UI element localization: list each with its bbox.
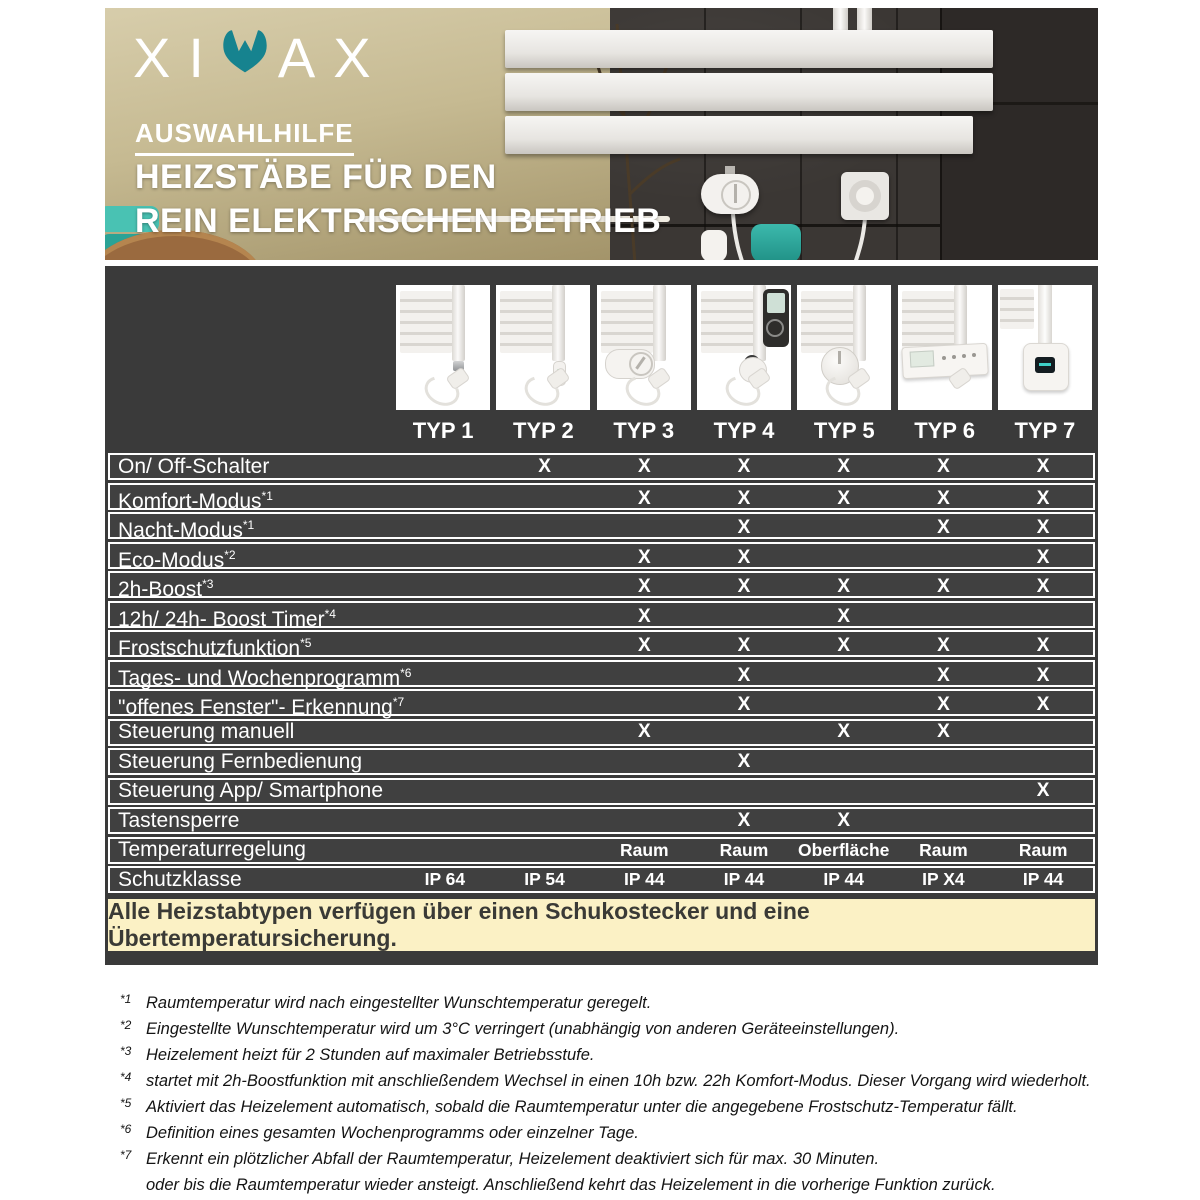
cell-typ6: X [937,635,950,656]
cell-typ4: X [737,664,751,686]
table-row-schutzklasse [108,866,1095,893]
cell-typ5: X [837,605,851,627]
cell-typ7: X [1036,635,1050,656]
radiator-photo [505,30,993,168]
cell-typ4: Raum [719,839,769,860]
cell-typ3: X [637,605,651,627]
cell-typ7: X [1036,694,1050,715]
footnote-6: *6 Definition eines gesamten Wochenprogramms oder einzelner Tage. [120,1122,639,1142]
cell-typ4: IP 44 [723,869,765,889]
cell-typ5: X [837,576,851,597]
logo-text-right: AX [277,26,389,89]
footnotes [120,993,1140,1200]
row-label: Komfort-Modus$^{*1}$ [118,488,273,513]
row-label: Schutzklasse [118,867,242,891]
cell-typ3: X [637,455,651,477]
row-label: Steuerung App/ Smartphone [118,779,384,802]
typ-4-product-image [697,285,791,410]
footnote-5: *5 Aktiviert das Heizelement automatisch, sobald die Raumtemperatur unter die angegebene Frostschutz-Temperatur fällt. [120,1096,1018,1116]
table-row-12h-24h-boost-timer [108,601,1095,631]
cell-typ6: X [937,517,950,538]
type-labels-row [108,414,1095,448]
cell-typ7: IP 44 [1022,869,1064,889]
type-label-5: TYP 5 [813,418,875,443]
logo-m-icon [214,24,276,86]
table-row-tastensperre [108,807,1095,834]
white-vase [701,230,727,260]
cell-typ7: X [1036,546,1050,568]
typ-3-product-image [597,285,691,410]
cell-typ4: X [737,750,751,772]
footnote-2: *2 Eingestellte Wunschtemperatur wird um 3°C verringert (unabhängig von anderen Geräteeinstellungen). [120,1018,900,1038]
cell-typ3: X [637,546,651,568]
type-label-1: TYP 1 [412,418,474,443]
cell-typ6: X [937,694,950,715]
row-label: Steuerung Fernbedienung [118,749,363,773]
cell-typ2: X [538,455,551,477]
footnote-3: *3 Heizelement heizt für 2 Stunden auf maximaler Betriebsstufe. [120,1044,595,1064]
table-row-komfort-modus [108,483,1095,513]
cell-typ7: X [1036,487,1050,509]
footnote-7-continued: oder bis die Raumtemperatur wieder ansteigt. Anschließend kehrt das Heizelement in die vorherige Funktion zurück. [146,1176,996,1194]
row-label: Temperaturregelung [118,838,306,861]
kicker-auswahlhilfe: AUSWAHLHILFE [135,118,354,156]
footnote-4: *4 startet mit 2h-Boostfunktion mit anschließendem Wechsel in einen 10h bzw. 22h Komfort-Modus. Dieser Vorgang wird wiederholt. [120,1070,1091,1090]
cell-typ4: X [737,809,751,831]
row-label: On/ Off-Schalter [118,454,270,478]
page-title-line1: HEIZSTÄBE FÜR DEN [135,158,497,196]
type-label-7: TYP 7 [1014,418,1076,443]
cell-typ6: X [937,664,950,686]
cell-typ6: IP X4 [922,869,965,889]
radiator-slat [505,73,993,111]
cell-typ7: X [1036,517,1050,538]
typ-1-product-image [396,285,490,410]
type-label-3: TYP 3 [613,418,675,443]
cell-typ3: Raum [619,839,669,860]
cell-typ6: X [937,721,950,742]
cell-typ5: Oberfläche [797,839,890,860]
type-label-4: TYP 4 [713,418,775,443]
logo-text-left: XI [133,26,222,89]
cell-typ4: X [737,635,751,656]
cell-typ2: IP 54 [524,869,565,889]
cell-typ7: X [1036,576,1050,597]
table-row-on-off-schalter [108,453,1095,480]
footnote-1: *1 Raumtemperatur wird nach eingestellter Wunschtemperatur geregelt. [120,992,652,1012]
typ-2-product-image [496,285,590,410]
outlet-plug [856,187,874,205]
cell-typ4: X [737,576,751,597]
cell-typ7: X [1036,455,1050,477]
cell-typ7: Raum [1018,839,1068,860]
cell-typ6: X [937,487,950,509]
cell-typ3: IP 44 [624,869,665,889]
cell-typ5: X [837,721,851,742]
type-label-6: TYP 6 [914,418,975,443]
cell-typ3: X [637,576,651,597]
info-banner-text: Alle Heizstabtypen verfügen über einen Schukostecker und eine Übertemperatursicherung. [108,898,810,951]
cell-typ5: X [837,635,851,656]
cell-typ4: X [737,517,751,538]
table-row-tages-und-wochenprogramm [108,660,1095,690]
table-row-steuerung-fernbedienung [108,748,1095,775]
cell-typ5: X [837,487,851,509]
cell-typ4: X [737,694,751,715]
cell-typ4: X [737,546,751,568]
row-label: Eco-Modus$^{*2}$ [118,547,236,572]
cell-typ5: IP 44 [823,869,864,889]
radiator-slat [505,116,973,154]
row-label: Tages- und Wochenprogramm$^{*6}$ [118,665,412,690]
table-row-nacht-modus [108,512,1095,542]
teal-vase [751,224,801,260]
info-banner [108,899,1095,951]
table-row-2h-boost [108,571,1095,601]
table-row-steuerung-app-smartphone [108,778,1095,805]
footnote-7: *7 Erkennt ein plötzlicher Abfall der Raumtemperatur, Heizelement deaktiviert sich für max. 30 Minuten. [120,1148,880,1168]
table-row-steuerung-manuell [108,719,1095,746]
page-title-line2: REIN ELEKTRISCHEN BETRIEB [135,202,662,240]
cell-typ3: X [637,635,651,656]
table-row-temperaturregelung [108,837,1095,864]
cell-typ7: X [1036,780,1050,801]
cell-typ3: X [637,721,651,742]
row-label: Steuerung manuell [118,720,295,743]
cell-typ5: X [837,455,851,477]
thermostat [701,174,759,214]
row-label: 12h/ 24h- Boost Timer$^{*4}$ [118,606,336,631]
table-row-frostschutzfunktion [108,630,1095,660]
comparison-table [105,266,1098,965]
hero-photo [105,8,1098,260]
table-row-eco-modus [108,542,1095,572]
type-label-2: TYP 2 [513,418,574,443]
cell-typ6: X [937,455,950,477]
wall-outlet [841,172,889,220]
cell-typ3: X [637,487,651,509]
ximax-logo [133,24,389,92]
cell-typ7: X [1036,664,1050,686]
row-label: Frostschutzfunktion$^{*5}$ [118,636,312,660]
typ-5-product-image [797,285,891,410]
row-label: Nacht-Modus$^{*1}$ [118,518,255,542]
cell-typ4: X [737,487,751,509]
product-images-row [108,285,1095,410]
thermostat-dial [721,180,751,210]
row-label: "offenes Fenster"- Erkennung$^{*7}$ [118,695,405,719]
radiator-slat [505,30,993,68]
cell-typ4: X [737,455,751,477]
row-label: 2h-Boost$^{*3}$ [118,577,214,601]
cell-typ5: X [837,809,851,831]
table-row-offenes-fenster-erkennung [108,689,1095,719]
cell-typ6: Raum [919,839,968,860]
typ-6-product-image [898,285,992,410]
row-label: Tastensperre [118,808,240,832]
typ-7-product-image [998,285,1092,410]
cell-typ6: X [937,576,950,597]
cell-typ1: IP 64 [424,869,466,889]
